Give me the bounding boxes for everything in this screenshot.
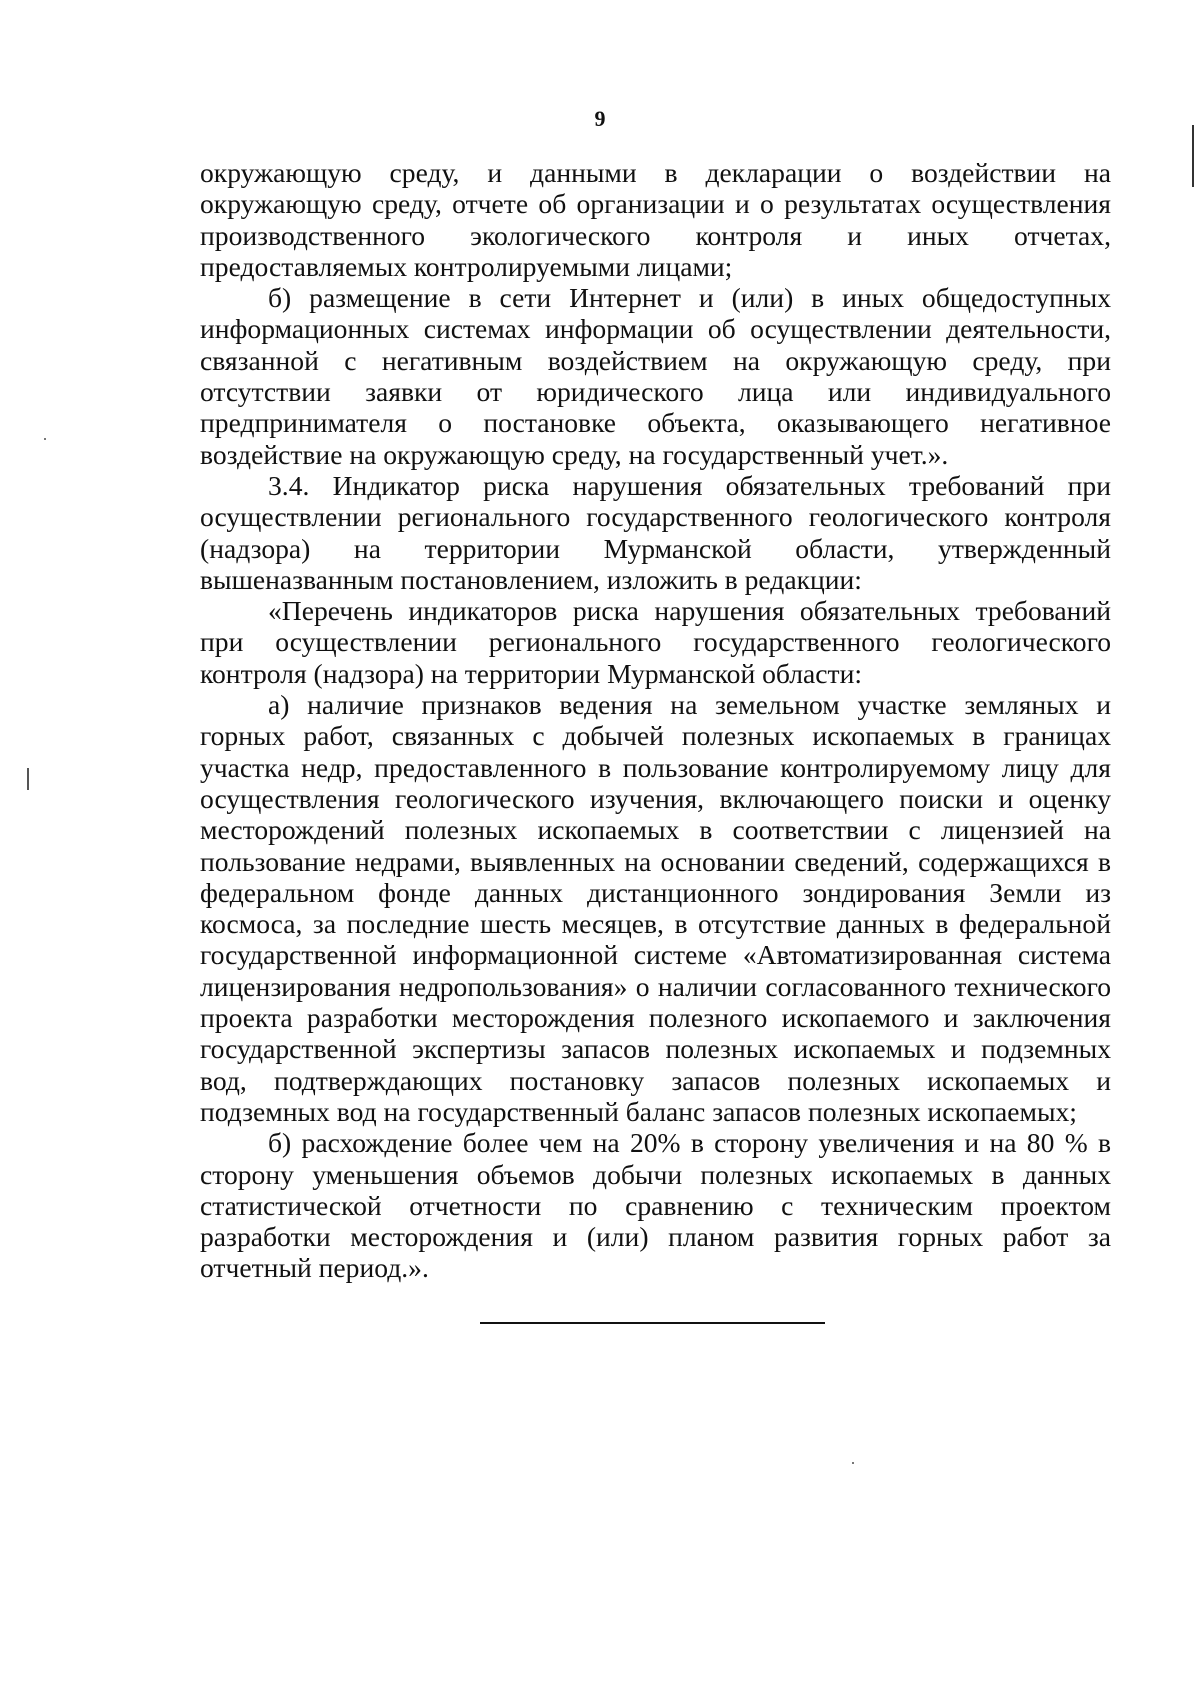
scan-edge-mark <box>1192 125 1194 187</box>
page-number: 9 <box>594 106 606 131</box>
paragraph-continuation: окружающую среду, и данными в декларации о воздействии на окружающую среду, отчете об организации и о результатах осуществления производственного экологического контроля и иных отчетах, предоставляемых контролируемыми лицами; <box>200 157 1111 282</box>
paragraph-item-b-publication: б) размещение в сети Интернет и (или) в иных общедоступных информационных системах информации об осуществлении деятельности, связанной с негативным воздействием на окружающую среду, при отсутствии заявки от юридического лица или индивидуального предпринимателя о постановке объекта, оказывающего негативное воздействие на окружающую среду, на государственный учет.». <box>200 282 1111 470</box>
paragraph-item-b-discrepancy: б) расхождение более чем на 20% в сторону увеличения и на 80 % в сторону уменьшения объемов добычи полезных ископаемых в данных статистической отчетности по сравнению с техническим проектом разработки месторождения и (или) планом развития горных работ за отчетный период.». <box>200 1127 1111 1284</box>
scan-edge-mark <box>27 768 29 790</box>
paragraph-indicator-list-title: «Перечень индикаторов риска нарушения обязательных требований при осуществлении регионального государственного геологического контроля (надзора) на территории Мурманской области: <box>200 595 1111 689</box>
document-body <box>200 157 1111 1284</box>
end-of-text-rule <box>480 1322 825 1324</box>
paragraph-item-a-works: а) наличие признаков ведения на земельном участке земляных и горных работ, связанных с добычей полезных ископаемых в границах участка недр, предоставленного в пользование контролируемому лицу для осуществления геологического изучения, включающего поиски и оценку месторождений полезных ископаемых в соответствии с лицензией на пользование недрами, выявленных на основании сведений, содержащихся в федеральном фонде данных дистанционного зондирования Земли из космоса, за последние шесть месяцев, в отсутствие данных в федеральной государственной информационной системе «Автоматизированная система лицензирования недропользования» о наличии согласованного технического проекта разработки месторождения полезного ископаемого и заключения государственной экспертизы запасов полезных ископаемых и подземных вод, подтверждающих постановку запасов полезных ископаемых и подземных вод на государственный баланс запасов полезных ископаемых; <box>200 689 1111 1127</box>
scan-speck <box>44 438 46 440</box>
scan-speck <box>852 1462 854 1464</box>
paragraph-section-3-4: 3.4. Индикатор риска нарушения обязательных требований при осуществлении регионального государственного геологического контроля (надзора) на территории Мурманской области, утвержденный вышеназванным постановлением, изложить в редакции: <box>200 469 1111 595</box>
